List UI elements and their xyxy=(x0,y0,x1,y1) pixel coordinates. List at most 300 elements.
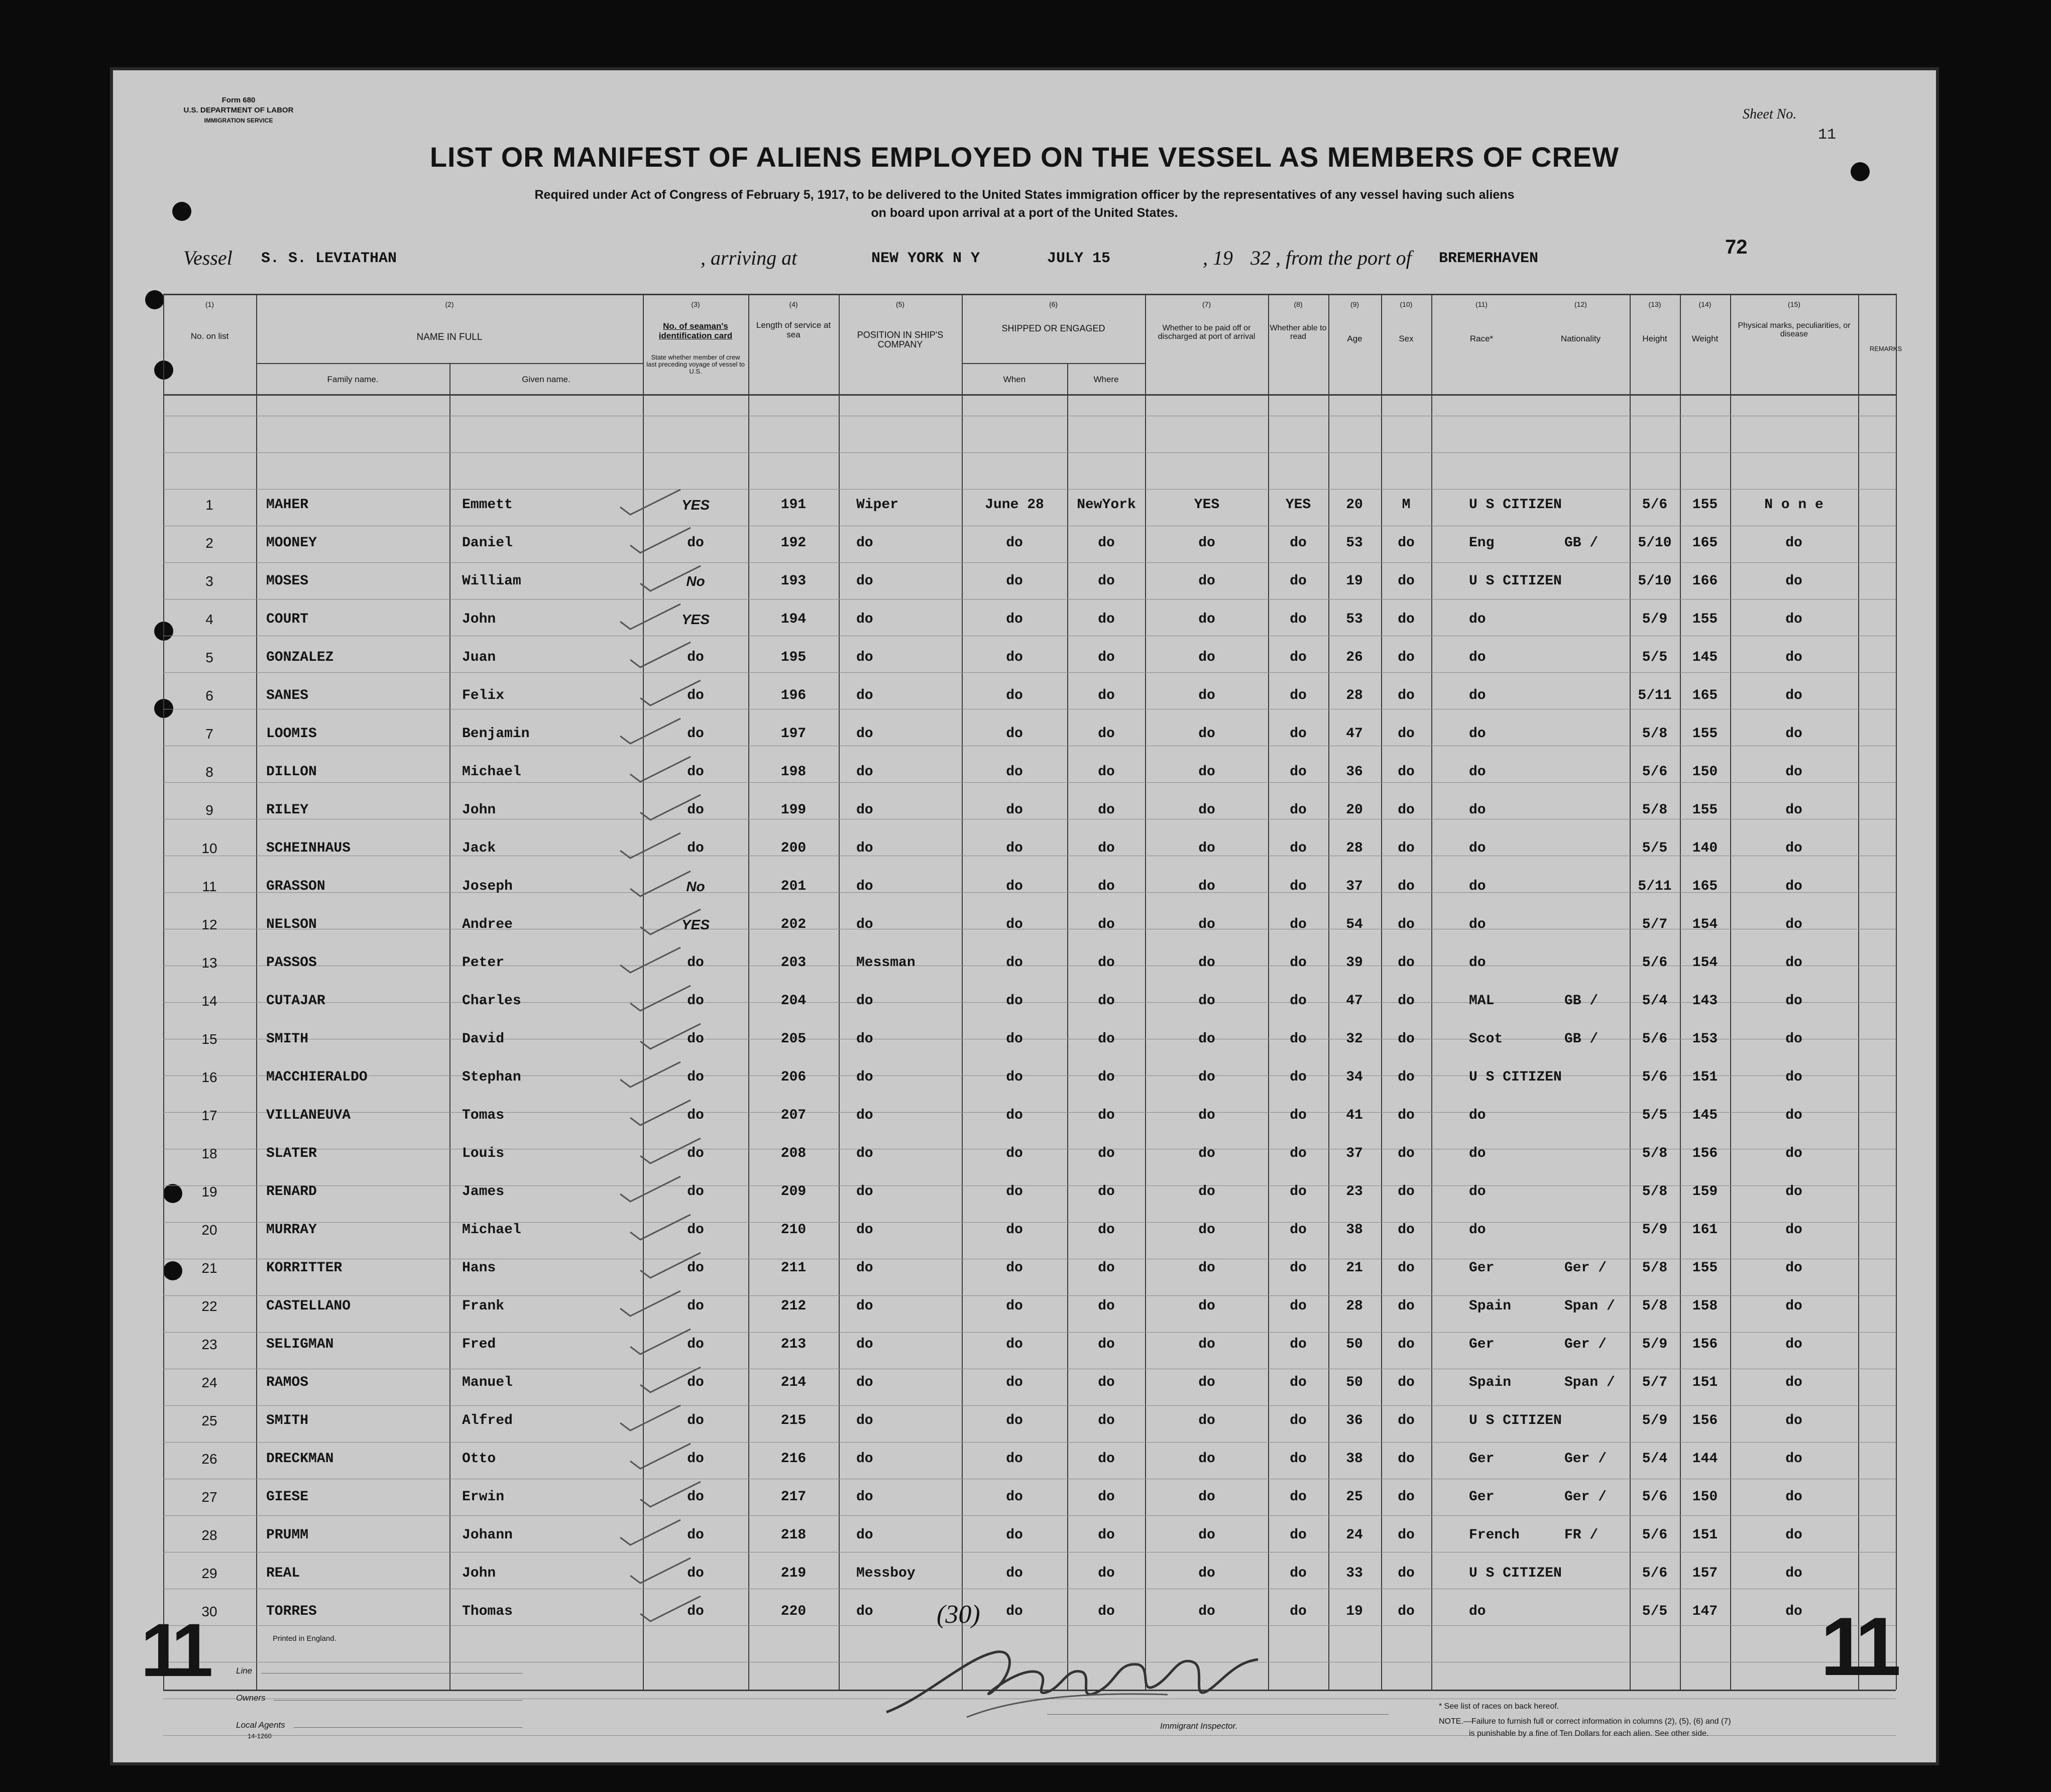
shipped-when: do xyxy=(1006,612,1023,627)
race: Spain xyxy=(1469,1298,1512,1314)
paid-off: do xyxy=(1198,1604,1215,1619)
sex: do xyxy=(1398,1527,1415,1543)
height: 5/6 xyxy=(1642,1566,1668,1581)
shipped-where: do xyxy=(1098,1146,1115,1161)
card-status: do xyxy=(687,1184,704,1200)
paid-off: do xyxy=(1198,1413,1215,1428)
age: 41 xyxy=(1346,1108,1363,1123)
ship-position: do xyxy=(856,802,873,818)
race: do xyxy=(1469,1108,1486,1123)
family-name: VILLANEUVA xyxy=(266,1108,351,1123)
sex: M xyxy=(1402,497,1411,513)
ship-position: do xyxy=(856,573,873,589)
race: do xyxy=(1469,1184,1486,1200)
col-age: Age xyxy=(1347,334,1362,343)
check-mark xyxy=(625,1098,696,1128)
ship-position: do xyxy=(856,726,873,742)
shipped-when: do xyxy=(1006,841,1023,856)
height: 5/6 xyxy=(1642,1031,1668,1047)
row-rule xyxy=(163,1222,1896,1223)
family-name: MOSES xyxy=(266,573,309,589)
col-when: When xyxy=(1003,375,1026,384)
shipped-when: do xyxy=(1006,1413,1023,1428)
age: 50 xyxy=(1346,1375,1363,1390)
paid-off: do xyxy=(1198,726,1215,742)
card-status: do xyxy=(687,1222,704,1238)
shipped-when: do xyxy=(1006,1298,1023,1314)
row-rule xyxy=(163,452,1896,453)
row-rule xyxy=(163,1405,1896,1406)
footnote-fine-2: is punishable by a fine of Ten Dollars for each alien. See other side. xyxy=(1469,1729,1709,1738)
given-name: Stephan xyxy=(462,1069,521,1085)
given-name: Louis xyxy=(462,1146,505,1161)
paid-off: do xyxy=(1198,1451,1215,1467)
col-shipped: SHIPPED OR ENGAGED xyxy=(1001,323,1105,333)
row-number: 20 xyxy=(201,1222,217,1238)
paid-off: do xyxy=(1198,993,1215,1009)
shipped-when: do xyxy=(1006,650,1023,665)
physical-marks: do xyxy=(1785,1031,1802,1047)
inspector-label: Immigrant Inspector. xyxy=(1160,1721,1238,1731)
form-code: 14-1260 xyxy=(248,1732,272,1740)
height: 5/8 xyxy=(1642,1260,1668,1276)
paid-off: do xyxy=(1198,1222,1215,1238)
card-status: do xyxy=(687,1146,704,1161)
col-num: (8) xyxy=(1294,300,1303,308)
physical-marks: do xyxy=(1785,955,1802,971)
age: 19 xyxy=(1346,573,1363,589)
given-name: Otto xyxy=(462,1451,496,1467)
nationality: GB / xyxy=(1564,535,1599,551)
card-status: do xyxy=(687,841,704,856)
ship-position: do xyxy=(856,1184,873,1200)
service-length: 202 xyxy=(780,917,807,932)
physical-marks: do xyxy=(1785,1069,1802,1085)
weight: 144 xyxy=(1692,1451,1718,1467)
family-name: PASSOS xyxy=(266,955,317,971)
physical-marks: do xyxy=(1785,1604,1802,1619)
physical-marks: do xyxy=(1785,764,1802,780)
check-mark xyxy=(625,640,696,670)
row-number: 30 xyxy=(201,1604,217,1619)
service-length: 215 xyxy=(780,1413,807,1428)
shipped-when: do xyxy=(1006,1146,1023,1161)
shipped-when: do xyxy=(1006,1375,1023,1390)
from-port-label: , from the port of xyxy=(1276,247,1412,269)
check-mark xyxy=(615,830,686,861)
check-mark xyxy=(615,716,686,746)
paid-off: do xyxy=(1198,1375,1215,1390)
given-name: William xyxy=(462,573,521,589)
card-status: do xyxy=(687,802,704,818)
family-name: MAHER xyxy=(266,497,309,513)
card-status: do xyxy=(687,1108,704,1123)
height: 5/8 xyxy=(1642,1146,1668,1161)
sheet-number-large-right: 11 xyxy=(1820,1600,1894,1693)
col-num: (3) xyxy=(691,300,700,308)
family-name: MOONEY xyxy=(266,535,317,551)
family-name: NELSON xyxy=(266,917,317,932)
row-rule xyxy=(163,1112,1896,1113)
check-mark xyxy=(625,754,696,784)
row-number: 8 xyxy=(205,764,213,780)
ship-position: do xyxy=(856,841,873,856)
race: MAL xyxy=(1469,993,1495,1009)
family-name: KORRITTER xyxy=(266,1260,343,1276)
ship-position: do xyxy=(856,917,873,932)
card-status: do xyxy=(687,1566,704,1581)
paid-off: do xyxy=(1198,841,1215,856)
column-divider xyxy=(839,294,840,1690)
sex: do xyxy=(1398,1260,1415,1276)
race: U S CITIZEN xyxy=(1469,1069,1562,1085)
row-number: 22 xyxy=(201,1298,217,1314)
col-num: (12) xyxy=(1574,300,1587,308)
height: 5/10 xyxy=(1638,573,1672,589)
weight: 143 xyxy=(1692,993,1718,1009)
column-divider xyxy=(1381,294,1382,1690)
service-length: 204 xyxy=(780,993,807,1009)
row-number: 21 xyxy=(201,1260,217,1276)
paid-off: do xyxy=(1198,1108,1215,1123)
race: U S CITIZEN xyxy=(1469,573,1562,589)
card-status: do xyxy=(687,1031,704,1047)
nationality: GB / xyxy=(1564,1031,1599,1047)
shipped-when: do xyxy=(1006,1451,1023,1467)
family-name: SCHEINHAUS xyxy=(266,841,351,856)
page-title: LIST OR MANIFEST OF ALIENS EMPLOYED ON THE VESSEL AS MEMBERS OF CREW xyxy=(429,141,1620,173)
weight: 150 xyxy=(1692,1489,1718,1505)
check-mark xyxy=(635,1479,706,1509)
ship-position: do xyxy=(856,1108,873,1123)
height: 5/5 xyxy=(1642,1108,1668,1123)
row-rule xyxy=(163,1002,1896,1003)
col-num: (11) xyxy=(1475,300,1488,308)
sex: do xyxy=(1398,1375,1415,1390)
paid-off: do xyxy=(1198,573,1215,589)
physical-marks: do xyxy=(1785,612,1802,627)
ship-position: do xyxy=(856,1260,873,1276)
family-name: GONZALEZ xyxy=(266,650,334,665)
row-rule xyxy=(163,1332,1896,1333)
family-name: MACCHIERALDO xyxy=(266,1069,368,1085)
col-num: (5) xyxy=(895,300,905,308)
vessel-name: S. S. LEVIATHAN xyxy=(261,250,397,267)
shipped-when: do xyxy=(1006,688,1023,703)
card-status: do xyxy=(687,1451,704,1467)
row-number: 9 xyxy=(205,802,213,818)
sheet-number: 11 xyxy=(1818,127,1837,144)
sex: do xyxy=(1398,802,1415,818)
family-name: DILLON xyxy=(266,764,317,780)
shipped-when: do xyxy=(1006,1337,1023,1352)
sex: do xyxy=(1398,1604,1415,1619)
height: 5/7 xyxy=(1642,917,1668,932)
col-num: (15) xyxy=(1788,300,1800,308)
given-name: Daniel xyxy=(462,535,513,551)
row-number: 15 xyxy=(201,1031,217,1047)
shipped-where: do xyxy=(1098,879,1115,894)
able-to-read: do xyxy=(1290,1604,1307,1619)
row-number: 12 xyxy=(201,917,217,932)
col-num: (10) xyxy=(1400,300,1413,308)
service-length: 191 xyxy=(780,497,807,513)
manifest-document xyxy=(113,70,1936,1762)
col-card: No. of seaman's identification card xyxy=(658,321,733,340)
check-mark xyxy=(625,1327,696,1357)
ship-position: do xyxy=(856,1489,873,1505)
age: 37 xyxy=(1346,1146,1363,1161)
service-length: 194 xyxy=(780,612,807,627)
sex: do xyxy=(1398,841,1415,856)
height: 5/6 xyxy=(1642,764,1668,780)
card-status: YES xyxy=(681,612,710,627)
service-length: 192 xyxy=(780,535,807,551)
service-length: 217 xyxy=(780,1489,807,1505)
family-name: MURRAY xyxy=(266,1222,317,1238)
age: 39 xyxy=(1346,955,1363,971)
service-length: 214 xyxy=(780,1375,807,1390)
paid-off: do xyxy=(1198,612,1215,627)
shipped-where: do xyxy=(1098,612,1115,627)
family-name: RAMOS xyxy=(266,1375,309,1390)
shipped-when: do xyxy=(1006,802,1023,818)
race: do xyxy=(1469,688,1486,703)
shipped-where: do xyxy=(1098,573,1115,589)
age: 21 xyxy=(1346,1260,1363,1276)
col-position: POSITION IN SHIP'S COMPANY xyxy=(857,330,944,349)
col-given-name: Given name. xyxy=(522,375,571,384)
row-number: 26 xyxy=(201,1451,217,1467)
family-name: SANES xyxy=(266,688,309,703)
ship-position: do xyxy=(856,1413,873,1428)
check-mark xyxy=(615,602,686,632)
check-mark xyxy=(635,678,706,708)
age: 37 xyxy=(1346,879,1363,894)
given-name: Alfred xyxy=(462,1413,513,1428)
col-where: Where xyxy=(1093,375,1119,384)
vessel-label: Vessel xyxy=(183,247,233,269)
shipped-when: do xyxy=(1006,1604,1023,1619)
row-number: 14 xyxy=(201,993,217,1009)
sex: do xyxy=(1398,917,1415,932)
family-name: GIESE xyxy=(266,1489,309,1505)
shipped-when: do xyxy=(1006,1566,1023,1581)
given-name: David xyxy=(462,1031,505,1047)
physical-marks: do xyxy=(1785,841,1802,856)
family-name: SELIGMAN xyxy=(266,1337,334,1352)
year-value: 32 xyxy=(1250,247,1271,269)
shipped-where: do xyxy=(1098,802,1115,818)
check-mark xyxy=(625,1556,696,1586)
given-name: Michael xyxy=(462,764,521,780)
weight: 165 xyxy=(1692,688,1718,703)
shipped-where: do xyxy=(1098,764,1115,780)
row-rule xyxy=(163,1442,1896,1443)
age: 23 xyxy=(1346,1184,1363,1200)
able-to-read: do xyxy=(1290,535,1307,551)
weight: 153 xyxy=(1692,1031,1718,1047)
ship-position: do xyxy=(856,993,873,1009)
able-to-read: do xyxy=(1290,688,1307,703)
height: 5/6 xyxy=(1642,1527,1668,1543)
age: 20 xyxy=(1346,497,1363,513)
race: Eng xyxy=(1469,535,1495,551)
row-rule xyxy=(163,1185,1896,1186)
age: 54 xyxy=(1346,917,1363,932)
weight: 166 xyxy=(1692,573,1718,589)
subtitle-line-1: Required under Act of Congress of February 5, 1917, to be delivered to the United States immigration officer by the representatives of any vessel having such aliens xyxy=(534,188,1515,202)
physical-marks: do xyxy=(1785,1184,1802,1200)
race: do xyxy=(1469,917,1486,932)
ship-position: do xyxy=(856,1451,873,1467)
owners-rule xyxy=(274,1700,522,1701)
shipped-where: do xyxy=(1098,1566,1115,1581)
height: 5/4 xyxy=(1642,1451,1668,1467)
col-nationality: Nationality xyxy=(1560,334,1601,343)
paid-off: do xyxy=(1198,1031,1215,1047)
family-name: RILEY xyxy=(266,802,309,818)
row-number: 6 xyxy=(205,688,213,703)
col-num: (13) xyxy=(1648,300,1661,308)
able-to-read: do xyxy=(1290,1260,1307,1276)
card-status: do xyxy=(687,993,704,1009)
nationality: Ger / xyxy=(1564,1260,1607,1276)
col-card-note: State whether member of crew last preceding voyage of vessel to U.S. xyxy=(646,353,745,375)
physical-marks: do xyxy=(1785,1146,1802,1161)
shipped-where: do xyxy=(1098,1298,1115,1314)
weight: 150 xyxy=(1692,764,1718,780)
given-name: Thomas xyxy=(462,1604,513,1619)
ship-position: do xyxy=(856,650,873,665)
physical-marks: do xyxy=(1785,1337,1802,1352)
row-number: 2 xyxy=(205,535,213,551)
weight: 157 xyxy=(1692,1566,1718,1581)
shipped-where: do xyxy=(1098,688,1115,703)
check-mark xyxy=(625,1212,696,1242)
nationality: Ger / xyxy=(1564,1489,1607,1505)
col-num: (2) xyxy=(445,300,454,308)
check-mark xyxy=(635,1250,706,1280)
shipped-when: do xyxy=(1006,1108,1023,1123)
shipped-when: do xyxy=(1006,573,1023,589)
card-status: do xyxy=(687,1375,704,1390)
able-to-read: do xyxy=(1290,917,1307,932)
given-name: John xyxy=(462,612,496,627)
year-label: , 19 xyxy=(1203,247,1233,269)
total-count: (30) xyxy=(937,1600,980,1629)
shipped-where: do xyxy=(1098,1451,1115,1467)
check-mark xyxy=(615,1059,686,1090)
race: do xyxy=(1469,879,1486,894)
service-length: 198 xyxy=(780,764,807,780)
sex: do xyxy=(1398,879,1415,894)
weight: 151 xyxy=(1692,1375,1718,1390)
able-to-read: do xyxy=(1290,993,1307,1009)
height: 5/6 xyxy=(1642,1489,1668,1505)
card-status: do xyxy=(687,1298,704,1314)
shipped-when: do xyxy=(1006,1489,1023,1505)
physical-marks: do xyxy=(1785,1566,1802,1581)
sex: do xyxy=(1398,535,1415,551)
weight: 154 xyxy=(1692,955,1718,971)
ship-position: Messman xyxy=(856,955,916,971)
family-name: TORRES xyxy=(266,1604,317,1619)
row-rule xyxy=(163,1295,1896,1296)
shipped-when: do xyxy=(1006,917,1023,932)
given-name: Peter xyxy=(462,955,505,971)
col-num: (1) xyxy=(205,300,214,308)
race: Scot xyxy=(1469,1031,1503,1047)
ship-position: Wiper xyxy=(856,497,899,513)
shipped-where: do xyxy=(1098,1337,1115,1352)
age: 38 xyxy=(1346,1222,1363,1238)
given-name: Frank xyxy=(462,1298,505,1314)
card-status: do xyxy=(687,688,704,703)
age: 33 xyxy=(1346,1566,1363,1581)
service-length: 219 xyxy=(780,1566,807,1581)
physical-marks: do xyxy=(1785,1298,1802,1314)
given-name: Emmett xyxy=(462,497,513,513)
given-name: Manuel xyxy=(462,1375,513,1390)
given-name: Johann xyxy=(462,1527,513,1543)
check-mark xyxy=(635,1365,706,1395)
family-name: SLATER xyxy=(266,1146,317,1161)
ship-position: do xyxy=(856,764,873,780)
paid-off: do xyxy=(1198,1527,1215,1543)
check-mark xyxy=(615,1174,686,1204)
check-mark xyxy=(615,1288,686,1319)
race: U S CITIZEN xyxy=(1469,497,1562,513)
race: do xyxy=(1469,1146,1486,1161)
shipped-when: June 28 xyxy=(985,497,1044,513)
shipped-when: do xyxy=(1006,764,1023,780)
weight: 140 xyxy=(1692,841,1718,856)
weight: 161 xyxy=(1692,1222,1718,1238)
arrival-port: NEW YORK N Y xyxy=(871,250,980,267)
weight: 165 xyxy=(1692,879,1718,894)
able-to-read: do xyxy=(1290,764,1307,780)
column-divider xyxy=(1730,294,1731,1690)
check-mark xyxy=(615,1517,686,1547)
shipped-when: do xyxy=(1006,1184,1023,1200)
row-number: 19 xyxy=(201,1184,217,1200)
col-num: (7) xyxy=(1202,300,1211,308)
able-to-read: do xyxy=(1290,955,1307,971)
weight: 145 xyxy=(1692,1108,1718,1123)
service-length: 208 xyxy=(780,1146,807,1161)
paid-off: do xyxy=(1198,1184,1215,1200)
row-number: 24 xyxy=(201,1375,217,1390)
age: 47 xyxy=(1346,726,1363,742)
sex: do xyxy=(1398,573,1415,589)
shipped-where: do xyxy=(1098,1489,1115,1505)
card-status: do xyxy=(687,1527,704,1543)
ship-position: do xyxy=(856,1298,873,1314)
row-number: 4 xyxy=(205,612,213,627)
race: U S CITIZEN xyxy=(1469,1413,1562,1428)
card-status: do xyxy=(687,726,704,742)
footnote-fine: NOTE.—Failure to furnish full or correct information in columns (2), (5), (6) and (7) xyxy=(1439,1717,1731,1726)
service-length: 207 xyxy=(780,1108,807,1123)
able-to-read: do xyxy=(1290,841,1307,856)
physical-marks: do xyxy=(1785,688,1802,703)
height: 5/8 xyxy=(1642,802,1668,818)
able-to-read: do xyxy=(1290,1184,1307,1200)
sex: do xyxy=(1398,726,1415,742)
able-to-read: do xyxy=(1290,1031,1307,1047)
card-status: YES xyxy=(681,497,710,513)
